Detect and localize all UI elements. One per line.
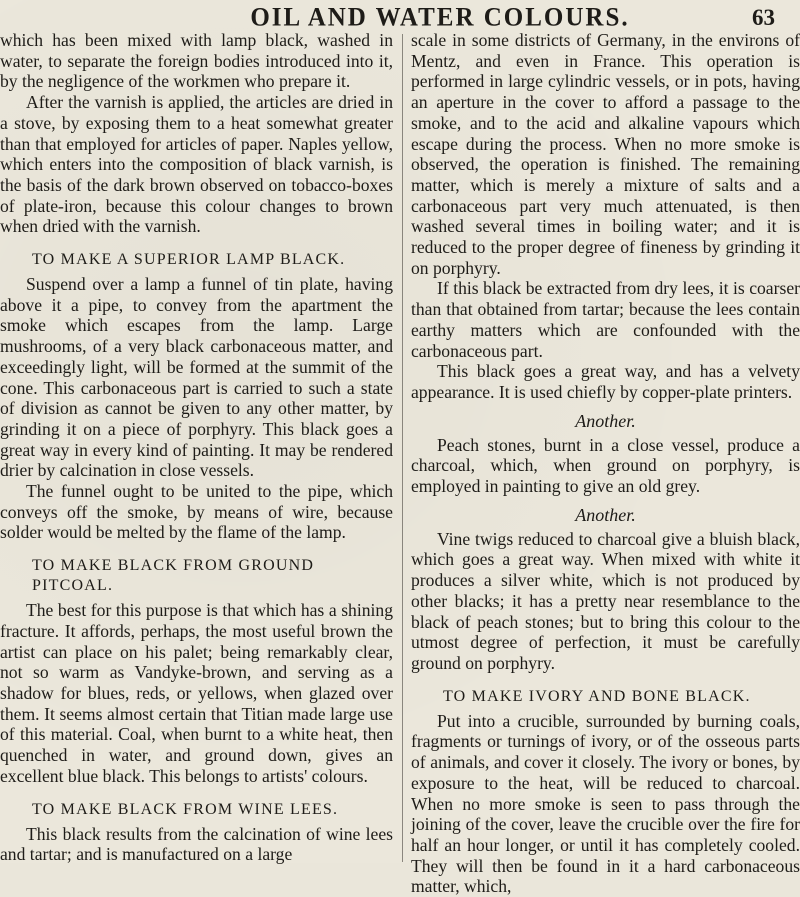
running-title: OIL AND WATER COLOURS. [250, 3, 630, 32]
left-column [0, 30, 393, 865]
paragraph: Put into a crucible, surrounded by burning coals, fragments or turnings of ivory, or of the osseous parts of animals, and cover it closely. The ivory or bones, by exposure to the heat, will be reduced to charcoal. When no more smoke is seen to pass through the joining of the cover, leave the crucible over the fire for half an hour longer, or until it has completely cooled. They will then be found in it a hard carbonaceous matter, which, [411, 710, 800, 897]
section-heading: TO MAKE A SUPERIOR LAMP BLACK. [32, 251, 346, 269]
paragraph: The funnel ought to be united to the pipe, which conveys off the smoke, by means of wire, because solder would be melted by the flame of the lamp. [0, 481, 393, 543]
paragraph: which has been mixed with lamp black, washed in water, to separate the foreign bodies introduced into it, by the negligence of the workmen who prepare it. [0, 30, 393, 92]
section-heading: TO MAKE IVORY AND BONE BLACK. [443, 687, 751, 705]
section-heading: TO MAKE BLACK FROM GROUND PITCOAL. [32, 557, 315, 595]
paragraph: Suspend over a lamp a funnel of tin plate, having above it a pipe, to convey from the apartment the smoke which escapes from the lamp. Large mushrooms, of a very black carbonaceous matter, and exceedingly light, will be formed at the summit of the cone. This carbonaceous part is carried to such a state of division as cannot be given to any other matter, by grinding it on a piece of porphyry. This black goes a great way in every kind of painting. It may be rendered drier by calcination in close vessels. [0, 274, 393, 481]
paragraph: The best for this purpose is that which has a shining fracture. It affords, perhaps, the most useful brown the artist can place on his palet; being remarkably clear, not so warm as Vandyke-brown, and serving as a shadow for blues, reds, or yellows, when glazed over them. It seems almost certain that Titian made large use of this material. Coal, when burnt to a white heat, then quenched in water, and ground down, gives an excellent blue black. This belongs to artists' colours. [0, 600, 393, 786]
paragraph: After the varnish is applied, the articles are dried in a stove, by exposing them to a heat somewhat greater than that employed for articles of paper. Naples yellow, which enters into the composition of black varnish, is the basis of the dark brown observed on tobacco-boxes of plate-iron, because this colour changes to brown when dried with the varnish. [0, 92, 393, 237]
paragraph: scale in some districts of Germany, in the environs of Mentz, and even in France. This operation is performed in large cylindric vessels, or in pots, having an aperture in the cover to afford a passage to the smoke, and to the acid and alkaline vapours which escape during the process. When no more smoke is observed, the operation is finished. The remaining matter, which is merely a mixture of salts and a carbonaceous part very much attenuated, is then washed several times in boiling water; and it is reduced to the proper degree of fineness by grinding it on porphyry. [411, 30, 800, 278]
column-divider [402, 34, 403, 862]
subheading: Another. [575, 410, 636, 431]
paragraph: Vine twigs reduced to charcoal give a bluish black, which goes a great way. When mixed with white it produces a silver white, which is not produced by other blacks; it has a pretty near resemblance to the black of peach stones; but to bring this colour to the utmost degree of perfection, it must be carefully ground on porphyry. [411, 528, 800, 673]
paragraph: This black goes a great way, and has a velvety appearance. It is used chiefly by copper-plate printers. [411, 361, 800, 402]
right-column [411, 30, 800, 897]
section-heading: TO MAKE BLACK FROM WINE LEES. [32, 800, 339, 818]
paragraph: Peach stones, burnt in a close vessel, produce a charcoal, which, when ground on porphyry, is employed in painting to give an old grey. [411, 434, 800, 497]
subheading: Another. [575, 504, 636, 525]
paragraph: If this black be extracted from dry lees, it is coarser than that obtained from tartar; because the lees contain earthy matters which are confounded with the carbonaceous part. [411, 278, 800, 361]
page-number: 63 [752, 5, 775, 30]
paragraph: This black results from the calcination of wine lees and tartar; and is manufactured on a large [0, 823, 393, 865]
